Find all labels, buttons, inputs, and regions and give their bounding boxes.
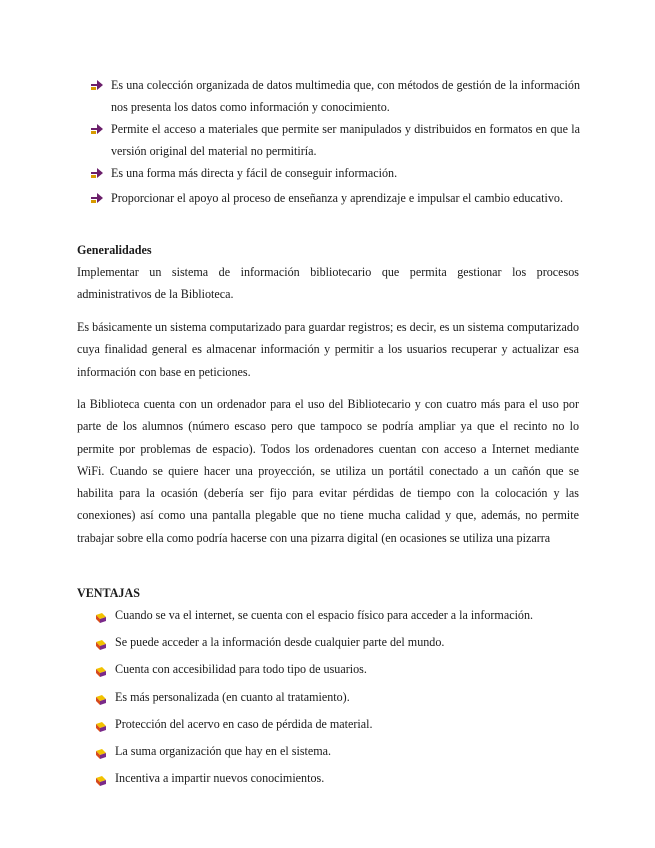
intro-bullet-text: Permite el acceso a materiales que permite ser manipulados y distribuidos en formatos en que la versión original del material no permitiría. xyxy=(111,122,580,158)
ventajas-heading: VENTAJAS xyxy=(77,586,140,600)
arrow-bullet-icon xyxy=(90,162,111,187)
list-item xyxy=(90,118,580,162)
diamond-bullet-icon xyxy=(95,604,115,631)
intro-bullet-text: Es una forma más directa y fácil de conseguir información. xyxy=(111,166,398,180)
ventaja-text: Es más personalizada (en cuanto al tratamiento). xyxy=(115,689,350,704)
ventaja-text: Cuenta con accesibilidad para todo tipo de usuarios. xyxy=(115,662,367,677)
diamond-bullet-icon xyxy=(95,740,115,767)
list-item xyxy=(95,631,580,658)
ventaja-text: Cuando se va el internet, se cuenta con el espacio físico para acceder a la información. xyxy=(115,608,534,622)
diamond-bullet-icon xyxy=(95,631,115,658)
generalidades-paragraph-3: la Biblioteca cuenta con un ordenador para el uso del Bibliotecario y con cuatro más para el uso por parte de los alumnos (número escaso pero que tampoco se podría ampliar ya que el recinto no lo permite por problemas de espacio). Todos los ordenadores cuentan con acceso a Internet mediante WiFi. Cuando se quiere hacer una proyección, se utiliza un portátil conectado a un cañón que se habilita para la ocasión (debería ser fijo para evitar pérdidas de tiempo con la colocación y las conexiones) así como una pantalla plegable que no tiene mucha calidad y que, además, no permite trabajar sobre ella como podría hacerse con una pizarra digital (en ocasiones se utiliza una pizarra xyxy=(77,397,579,545)
ventaja-text: Incentiva a impartir nuevos conocimientos. xyxy=(115,771,325,786)
intro-bullet-text: Proporcionar el apoyo al proceso de enseñanza y aprendizaje e impulsar el cambio educativo. xyxy=(111,191,563,205)
arrow-bullet-icon xyxy=(90,118,111,143)
ventaja-text: Protección del acervo en caso de pérdida de material. xyxy=(115,716,373,731)
list-item xyxy=(95,686,580,713)
diamond-bullet-icon xyxy=(95,686,115,713)
generalidades-paragraph-2: Es básicamente un sistema computarizado para guardar registros; es decir, es un sistema computarizado cuya finalidad general es almacenar información y permitir a los usuarios recuperar y actualizar esa información con base en peticiones. xyxy=(77,320,579,379)
list-item xyxy=(95,767,580,794)
list-item xyxy=(90,162,580,187)
arrow-bullet-icon xyxy=(90,187,111,212)
generalidades-heading: Generalidades xyxy=(77,243,152,257)
list-item xyxy=(95,604,580,631)
list-item xyxy=(95,658,580,685)
ventaja-text: Se puede acceder a la información desde cualquier parte del mundo. xyxy=(115,635,445,650)
generalidades-paragraph-1: Implementar un sistema de información bibliotecario que permita gestionar los procesos administrativos de la Biblioteca. xyxy=(77,265,579,302)
list-item xyxy=(90,74,580,118)
list-item xyxy=(90,187,580,212)
ventajas-bullet-list xyxy=(95,604,580,794)
arrow-bullet-icon xyxy=(90,74,111,99)
intro-bullet-text: Es una colección organizada de datos multimedia que, con métodos de gestión de la información nos presenta los datos como información y conocimiento. xyxy=(111,78,580,114)
diamond-bullet-icon xyxy=(95,767,115,794)
list-item xyxy=(95,713,580,740)
diamond-bullet-icon xyxy=(95,713,115,740)
ventaja-text: La suma organización que hay en el sistema. xyxy=(115,744,332,759)
list-item xyxy=(95,740,580,767)
diamond-bullet-icon xyxy=(95,658,115,685)
intro-bullet-list xyxy=(90,74,580,212)
